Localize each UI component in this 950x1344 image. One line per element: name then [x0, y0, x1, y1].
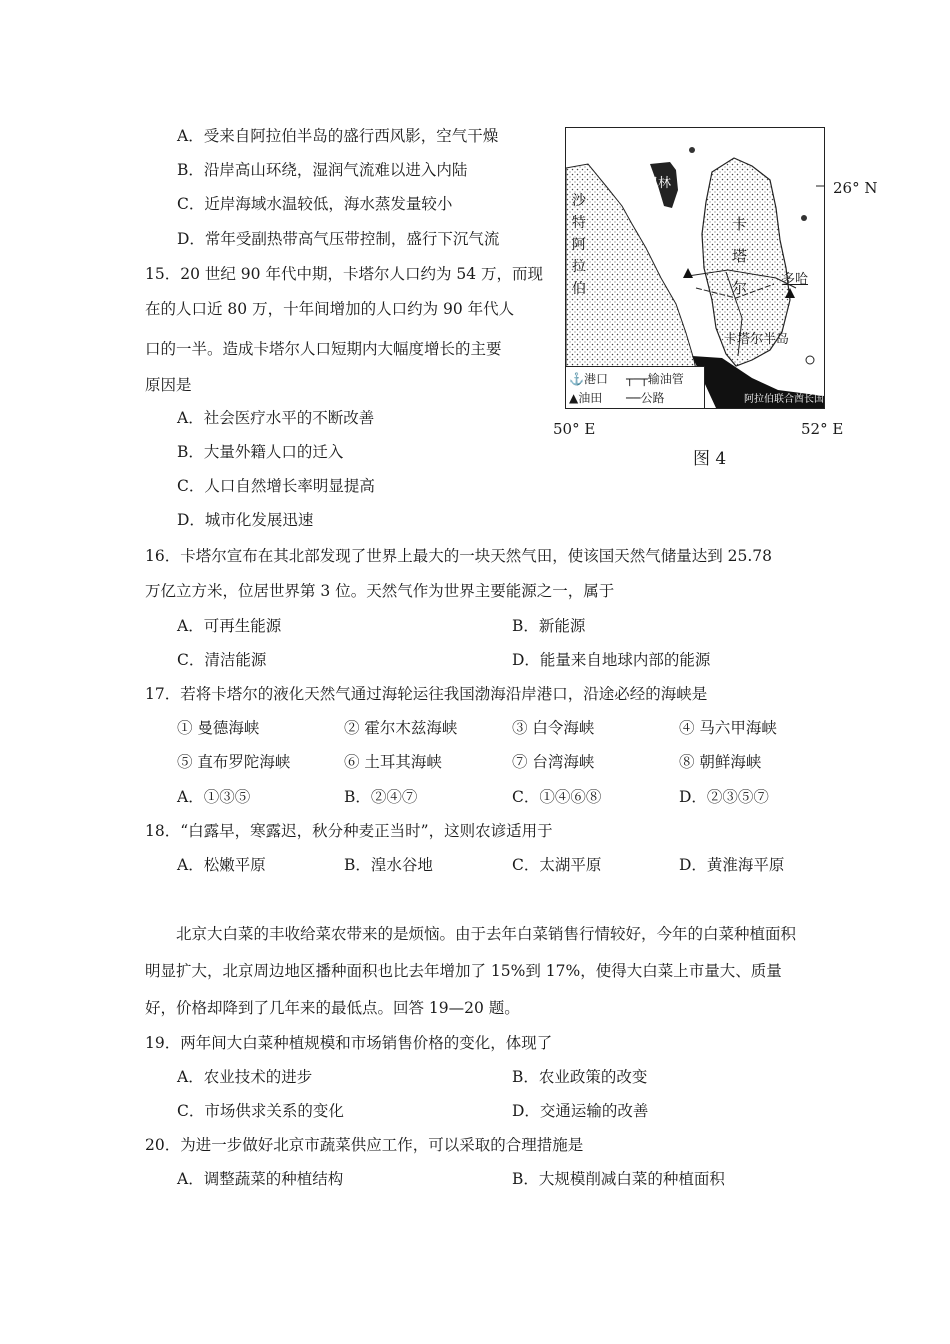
- q18-option-c: C．太湖平原: [512, 856, 602, 874]
- q19-option-d: D．交通运输的改善: [512, 1102, 649, 1120]
- oilfield-icon: ▲: [569, 391, 579, 405]
- q17-item-7: ⑦ 台湾海峡: [512, 753, 595, 771]
- q17-item-4: ④ 马六甲海峡: [679, 719, 777, 737]
- q17-item-2: ② 霍尔木兹海峡: [344, 719, 458, 737]
- q17-item-5: ⑤ 直布罗陀海峡: [177, 753, 291, 771]
- q14-option-a: A．受来自阿拉伯半岛的盛行西风影，空气干燥: [177, 127, 499, 145]
- q14-option-c: C．近岸海域水温较低，海水蒸发量较小: [177, 195, 453, 213]
- q18-stem: 18．“白露早，寒露迟，秋分种麦正当时”，这则农谚适用于: [145, 822, 553, 840]
- q16-option-d: D．能量来自地球内部的能源: [512, 651, 711, 669]
- map-legend: [566, 366, 705, 409]
- q19-stem: 19．两年间大白菜种植规模和市场销售价格的变化，体现了: [145, 1034, 553, 1052]
- q19-option-b: B．农业政策的改变: [512, 1068, 648, 1086]
- q17-option-a: A．①③⑤: [177, 788, 251, 806]
- q16-stem-line-1: 16．卡塔尔宣布在其北部发现了世界上最大的一块天然气田，使该国天然气储量达到 25.78: [145, 547, 773, 565]
- legend-port: ⚓港口: [569, 372, 608, 386]
- doha-label: 多哈: [782, 272, 809, 287]
- q18-option-d: D．黄淮海平原: [679, 856, 785, 874]
- q15-stem-line-1: 15．20 世纪 90 年代中期，卡塔尔人口约为 54 万，而现: [145, 265, 544, 283]
- saudi-label: 沙特阿拉伯: [572, 193, 586, 297]
- q18-option-b: B．湟水谷地: [344, 856, 433, 874]
- map-figure: [543, 122, 878, 469]
- longitude-right-label: 52° E: [801, 420, 844, 438]
- legend-road: ──公路: [626, 391, 665, 405]
- q15-option-a: A．社会医疗水平的不断改善: [177, 409, 375, 427]
- passage-text: 北京大白菜的丰收给菜农带来的是烦恼。由于去年白菜销售行情较好，今年的白菜种植面积明显扩大，北京周边地区播种面积也比去年增加了 15%到 17%，使得大白菜上市量大、质量好，价格却降到了几年来的最低点。回答 19—20 题。: [145, 925, 797, 1017]
- q17-option-b: B．②④⑦: [344, 788, 418, 806]
- q14-option-b: B．沿岸高山环绕，湿润气流难以进入内陆: [177, 161, 468, 179]
- q17-stem: 17．若将卡塔尔的液化天然气通过海轮运往我国渤海沿岸港口，沿途必经的海峡是: [145, 685, 708, 703]
- q15-option-d: D．城市化发展迅速: [177, 511, 314, 529]
- q16-stem-line-2: 万亿立方米，位居世界第 3 位。天然气作为世界主要能源之一，属于: [145, 582, 615, 600]
- q14-option-d: D．常年受副热带高气压带控制，盛行下沉气流: [177, 230, 500, 248]
- q17-item-3: ③ 白令海峡: [512, 719, 595, 737]
- longitude-left-label: 50° E: [553, 420, 596, 438]
- qatar-label: 卡塔尔: [732, 215, 748, 297]
- q17-item-6: ⑥ 土耳其海峡: [344, 753, 442, 771]
- peninsula-label: 卡塔尔半岛: [724, 332, 790, 347]
- anchor-icon: ⚓: [569, 372, 584, 386]
- q15-option-c: C．人口自然增长率明显提高: [177, 477, 375, 495]
- legend-pipeline: ┬─┬输油管: [626, 372, 684, 386]
- q16-option-c: C．清洁能源: [177, 651, 267, 669]
- uae-label: 阿拉伯联合酋长国: [744, 394, 824, 405]
- q15-option-b: B．大量外籍人口的迁入: [177, 443, 344, 461]
- q20-option-a: A．调整蔬菜的种植结构: [177, 1170, 344, 1188]
- q15-stem-line-2: 在的人口近 80 万，十年间增加的人口约为 90 年代人: [145, 300, 515, 318]
- q18-option-a: A．松嫩平原: [177, 856, 266, 874]
- bahrain-label: 巴林: [645, 176, 672, 191]
- legend-oilfield: ▲油田: [569, 391, 603, 405]
- q19-option-a: A．农业技术的进步: [177, 1068, 313, 1086]
- q16-option-b: B．新能源: [512, 617, 586, 635]
- q20-option-b: B．大规模削减白菜的种植面积: [512, 1170, 725, 1188]
- q17-option-d: D．②③⑤⑦: [679, 788, 769, 806]
- q16-option-a: A．可再生能源: [177, 617, 282, 635]
- q17-item-1: ① 曼德海峡: [177, 719, 260, 737]
- map-frame: [565, 127, 825, 409]
- q17-item-8: ⑧ 朝鲜海峡: [679, 753, 762, 771]
- oilfield-marker: [683, 268, 693, 278]
- figure-caption: 图 4: [693, 449, 727, 469]
- pipeline-icon: ┬─┬: [626, 372, 648, 386]
- q19-option-c: C．市场供求关系的变化: [177, 1102, 344, 1120]
- latitude-label: 26° N: [833, 179, 878, 197]
- q17-option-c: C．①④⑥⑧: [512, 788, 602, 806]
- q20-stem: 20．为进一步做好北京市蔬菜供应工作，可以采取的合理措施是: [145, 1136, 584, 1154]
- q15-stem-line-3: 口的一半。造成卡塔尔人口短期内大幅度增长的主要: [145, 340, 502, 358]
- road-icon: ──: [626, 391, 641, 405]
- q15-stem-line-4: 原因是: [145, 376, 192, 394]
